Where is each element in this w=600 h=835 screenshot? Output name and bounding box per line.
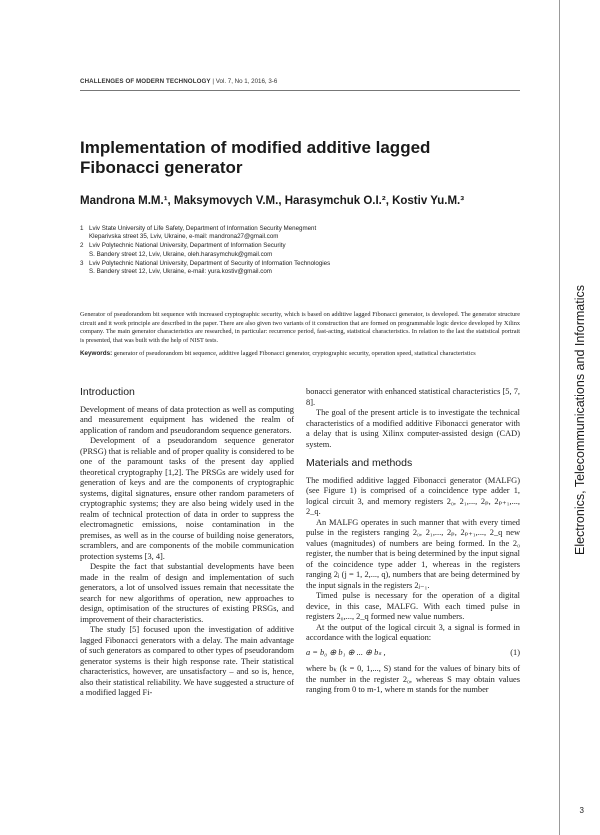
keywords-label: Keywords: <box>80 350 113 357</box>
affiliation-line: S. Bandery street 12, Lviv, Ukraine, oleh.harasymchuk@gmail.com <box>89 250 273 258</box>
header-separator: | <box>212 78 214 85</box>
author-list: Mandrona M.M.¹, Maksymovych V.M., Harasymchuk O.I.², Kostiv Yu.M.³ <box>80 195 465 207</box>
paper-title: Implementation of modified additive lagged Fibonacci generator <box>80 138 431 177</box>
section-sidebar <box>559 0 600 835</box>
affiliations <box>80 225 520 277</box>
journal-header <box>80 78 277 85</box>
paragraph: The study [5] focused upon the investigation of additive lagged Fibonacci generators with a delay. The main advantage of such generators as compared to other types of pseudorandom generator systems is their high response rate. Their statistical characteristics, however, are unsatisfactory – and so is, hence, also their statistical reliability. We have suggested a structure of a modified lagged Fi- <box>80 625 294 697</box>
paragraph: At the output of the logical circuit 3, a signal is formed in accordance with the logical equation: <box>306 622 520 642</box>
header-rule <box>80 90 520 91</box>
right-column <box>306 387 520 696</box>
paragraph: Timed pulse is necessary for the operation of a digital device, in this case, MALFG. With each timed pulse in registers 2₀,..., 2_q formed new value numbers. <box>306 591 520 621</box>
journal-name: CHALLENGES OF MODERN TECHNOLOGY <box>80 78 211 85</box>
affiliation-line: S. Bandery street 12, Lviv, Ukraine, e-mail: yura.kostiv@gmail.com <box>89 268 272 276</box>
journal-issue: Vol. 7, No 1, 2016, 3-6 <box>215 78 278 85</box>
paragraph: The modified additive lagged Fibonacci generator (MALFG) (see Figure 1) is comprised of a coincidence type adder 1, logical circuit 3, and memory registers 2₀, 2₁,..., 2ₚ, 2ₚ₊₁,..., 2_q. <box>306 475 520 516</box>
paragraph: An MALFG operates in such manner that with every timed pulse in the registers ranging 2₀, 2₁,..., 2ₚ, 2ₚ₊₁,..., 2_q new values (magnitudes) of numbers are being formed. In the 2₀ register, the number that is being determined by the input signal of the coincidence type adder 1, whereas in the registers ranging 2ⱼ (j = 1, 2,..., q), numbers that are being determined by the input signals in the registers 2ⱼ₋₁. <box>306 517 520 590</box>
paragraph: where bₖ (k = 0, 1,..., S) stand for the values of binary bits of the number in the register 2₀, whereas S may obtain values ranging from 0 to m-1, where m stands for the number <box>306 664 520 694</box>
affiliation-number: 3 <box>80 259 84 267</box>
keywords-text: generator of pseudorandom bit sequence, additive lagged Fibonacci generator, cryptographic security, operation speed, statistical characteristics <box>113 350 476 357</box>
affiliation-number: 2 <box>80 242 84 250</box>
equation-body: a = b₀ ⊕ b₁ ⊕ ... ⊕ bₛ , <box>306 647 386 657</box>
affiliation-line: Lviv Polytechnic National University, Department of Security of Information Technologies <box>89 259 331 267</box>
keywords <box>80 350 520 359</box>
paragraph: Development of a pseudorandom sequence generator (PRSG) that is reliable and of proper quality is considered to be one of the paramount tasks of the present day applied theoretical cryptography [1,2]. The PRSGs are widely used for generation of keys and are the components of cryptographic systems, digital signatures, ensure other random parameters of cryptographic systems; they are also being widely used in the realm of technical protection of data in order to suppress the electromagnetic emissions, noise contamination in the premises, as well as in the course of building noise generators, scramblers, and are components of the mobile communication protection systems [3, 4]. <box>80 436 294 561</box>
affiliation-line: Lviv Polytechnic National University, Department of Information Security <box>89 242 286 250</box>
paragraph: The goal of the present article is to investigate the technical characteristics of a modified additive Fibonacci generator with a delay that is using Xilinx computer-assisted design (CAD) system. <box>306 408 520 449</box>
abstract: Generator of pseudorandom bit sequence with increased cryptographic security, which is based on additive lagged Fibonacci generator, is developed. The generator structure circuit and it work principle are described in the paper. There are also given two variants of it construction that are formed on programmable logic device developed by Xilinx company. The main generator characteristics are researched, in particular: recurrence period, fast-acting, statistical characteristics. In relation to the last the statistical portrait is presented, that was built with the help of NIST tests. <box>80 311 520 344</box>
paragraph: Development of means of data protection as well as computing and measurement equipment has widened the realm of application of random and pseudorandom sequence generators. <box>80 404 294 435</box>
paragraph: bonacci generator with enhanced statistical characteristics [5, 7, 8]. <box>306 387 520 407</box>
section-heading-introduction: Introduction <box>80 386 135 398</box>
equation-1 <box>306 648 520 659</box>
paragraph: Despite the fact that substantial developments have been made in the realm of design and implementation of such generators, a lot of unsolved issues remain that necessitate the search for new algorithms of operation, new approaches to design, optimisation of the structures of existing PRSGs, and improvement of their characteristics. <box>80 562 294 624</box>
affiliation-item <box>80 225 520 242</box>
affiliation-item <box>80 242 520 259</box>
sidebar-section-title: Electronics, Telecommunications and Informatics <box>573 284 587 556</box>
section-heading-materials: Materials and methods <box>306 457 413 469</box>
affiliation-number: 1 <box>80 225 84 232</box>
page-number: 3 <box>579 806 584 815</box>
equation-number: (1) <box>510 647 520 657</box>
left-column <box>80 387 294 699</box>
affiliation-item <box>80 260 520 277</box>
affiliation-line: Kleparivska street 35, Lviv, Ukraine, e-mail: mandrona27@gmail.com <box>89 233 279 241</box>
affiliation-line: Lviv State University of Life Safety, Department of Information Security Menegment <box>89 225 317 232</box>
